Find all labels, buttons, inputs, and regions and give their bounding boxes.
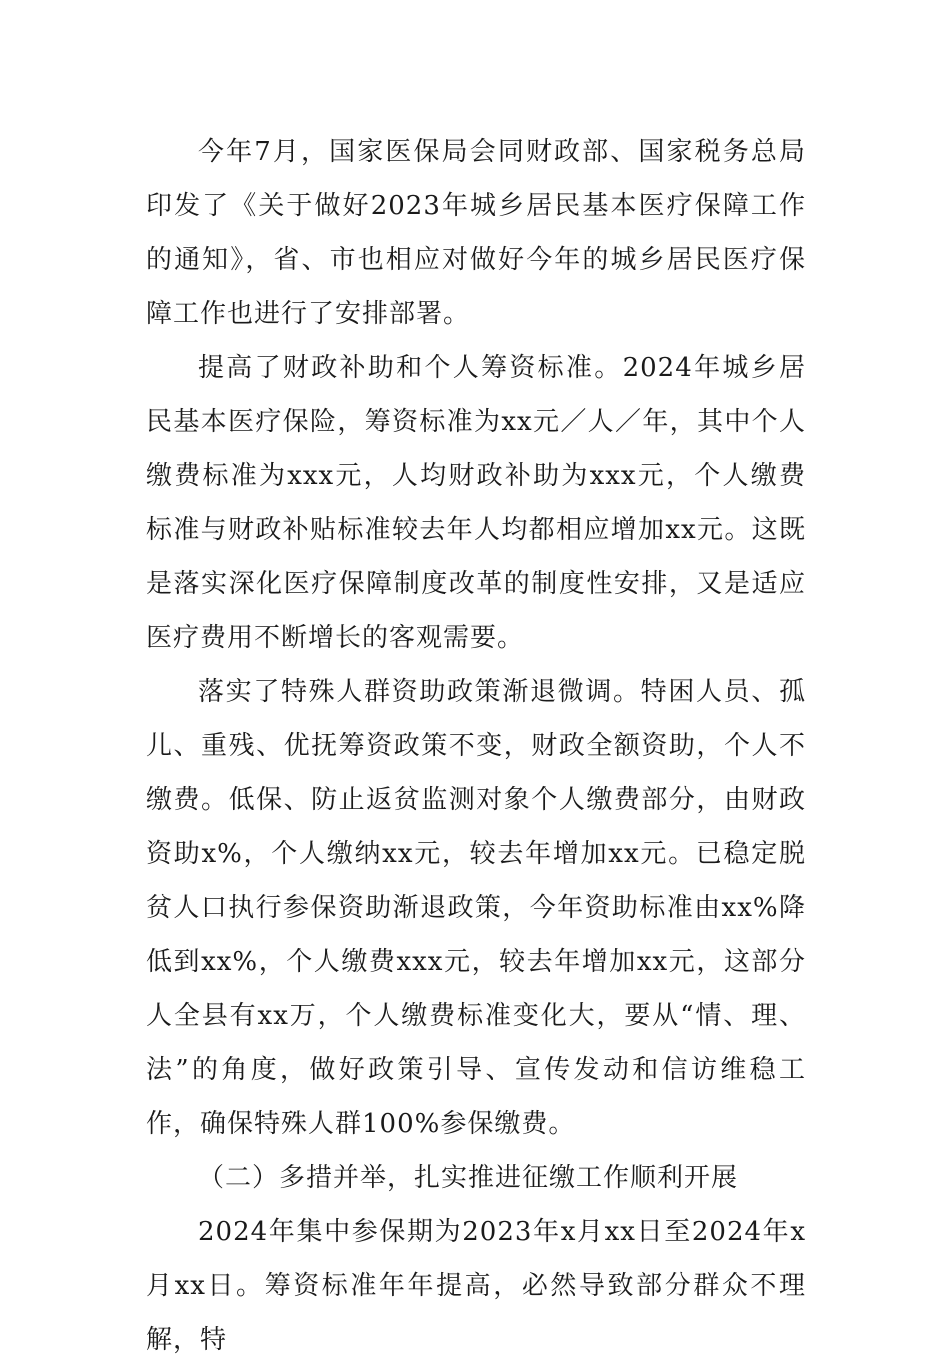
section-heading: （二）多措并举，扎实推进征缴工作顺利开展 [198, 1163, 739, 1193]
paragraph-special-groups: 落实了特殊人群资助政策渐退微调。特困人员、孤儿、重残、优抚筹资政策不变，财政全额资助，个人不缴费。低保、防止返贫监测对象个人缴费部分，由财政资助x%，个人缴纳xx元，较去年增加xx元。已稳定脱贫人口执行参保资助渐退政策，今年资助标准由xx%降低到xx%，个人缴费xxx元，较去年增加xx元，这部分人全县有xx万，个人缴费标准变化大，要从“情、理、法”的角度，做好政策引导、宣传发动和信访维稳工作，确保特殊人群100%参保缴费。 [146, 677, 806, 1139]
paragraph-enrollment-period: 2024年集中参保期为2023年x月xx日至2024年x月xx日。筹资标准年年提高，必然导致部分群众不理解，特 [146, 1217, 806, 1355]
document-body [146, 125, 806, 1367]
paragraph-policy-notice: 今年7月，国家医保局会同财政部、国家税务总局印发了《关于做好2023年城乡居民基本医疗保障工作的通知》，省、市也相应对做好今年的城乡居民医疗保障工作也进行了安排部署。 [146, 137, 806, 329]
paragraph-funding-standard: 提高了财政补助和个人筹资标准。2024年城乡居民基本医疗保险，筹资标准为xx元／人／年，其中个人缴费标准为xxx元，人均财政补助为xxx元，个人缴费标准与财政补贴标准较去年人均都相应增加xx元。这既是落实深化医疗保障制度改革的制度性安排，又是适应医疗费用不断增长的客观需要。 [146, 353, 806, 653]
